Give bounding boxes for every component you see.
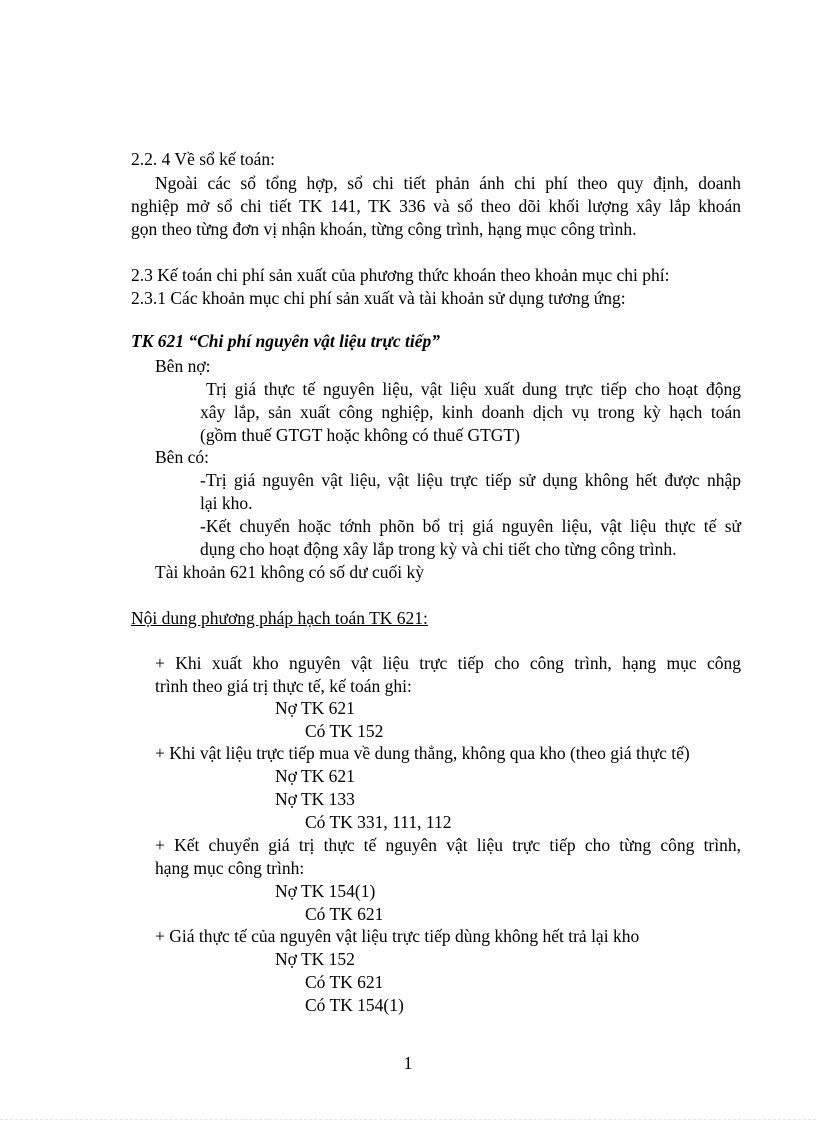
method-title: Nội dung phương pháp hạch toán TK 621: (131, 608, 428, 628)
account-title-tk621: TK 621 “Chi phí nguyên vật liệu trực tiếp” (131, 331, 440, 351)
section-heading-2-3-1: 2.3.1 Các khoản mục chi phí sản xuất và tài khoản sử dụng tương ứng: (131, 288, 626, 308)
balance-note: Tài khoản 621 không có số dư cuối kỳ (155, 562, 425, 582)
entry-item-2: + Khi vật liệu trực tiếp mua về dung thẳng, không qua kho (theo giá thực tế) (155, 743, 690, 763)
entry-item-3-cont: hạng mục công trình: (155, 858, 305, 878)
entry-credit: Có TK 152 (305, 721, 384, 741)
entry-item-1-cont: trình theo giá trị thực tế, kế toán ghi: (155, 676, 412, 696)
credit-text-line: -Trị giá nguyên vật liệu, vật liệu trực tiếp sử dụng không hết được nhập (200, 470, 741, 490)
debit-text-line: xây lắp, sản xuất công nghiệp, kinh doanh dịch vụ trong kỳ hạch toán (200, 402, 741, 422)
paragraph-line: gọn theo từng đơn vị nhận khoán, từng công trình, hạng mục công trình. (131, 219, 637, 239)
entry-item-1: + Khi xuất kho nguyên vật liệu trực tiếp cho công trình, hạng mục công (155, 653, 741, 673)
entry-debit: Nợ TK 621 (275, 698, 355, 718)
credit-text-line: -Kết chuyển hoặc tớnh phõn bổ trị giá nguyên liệu, vật liệu thực tế sử (200, 516, 741, 536)
debit-text-line: Trị giá thực tế nguyên liệu, vật liệu xuất dung trực tiếp cho hoạt động (206, 379, 741, 399)
page-number: 1 (403, 1053, 413, 1073)
debit-text-line: (gồm thuế GTGT hoặc không có thuế GTGT) (200, 425, 520, 445)
credit-text-line: lại kho. (200, 493, 253, 513)
credit-text-line: dụng cho hoạt động xây lắp trong kỳ và chi tiết cho từng công trình. (200, 539, 677, 559)
page-edge-divider (0, 1119, 816, 1120)
entry-credit: Có TK 331, 111, 112 (305, 812, 452, 832)
paragraph-line: Ngoài các sổ tổng hợp, sổ chi tiết phản ánh chi phí theo quy định, doanh (155, 173, 741, 193)
entry-debit: Nợ TK 621 (275, 766, 355, 786)
debit-label: Bên nợ: (155, 356, 211, 376)
entry-credit: Có TK 154(1) (305, 995, 404, 1015)
entry-credit: Có TK 621 (305, 972, 384, 992)
entry-credit: Có TK 621 (305, 904, 384, 924)
entry-debit: Nợ TK 133 (275, 789, 355, 809)
entry-debit: Nợ TK 152 (275, 949, 355, 969)
credit-label: Bên có: (155, 447, 209, 467)
paragraph-line: nghiệp mở sổ chi tiết TK 141, TK 336 và sổ theo dõi khối lượng xây lắp khoán (131, 196, 741, 216)
section-heading-2-2-4: 2.2. 4 Về sổ kế toán: (131, 149, 276, 169)
entry-debit: Nợ TK 154(1) (275, 881, 376, 901)
entry-item-3: + Kết chuyển giá trị thực tế nguyên vật liệu trực tiếp cho từng công trình, (155, 835, 741, 855)
entry-item-4: + Giá thực tế của nguyên vật liệu trực tiếp dùng không hết trả lại kho (155, 926, 640, 946)
section-heading-2-3: 2.3 Kế toán chi phí sản xuất của phương thức khoán theo khoản mục chi phí: (131, 265, 670, 285)
